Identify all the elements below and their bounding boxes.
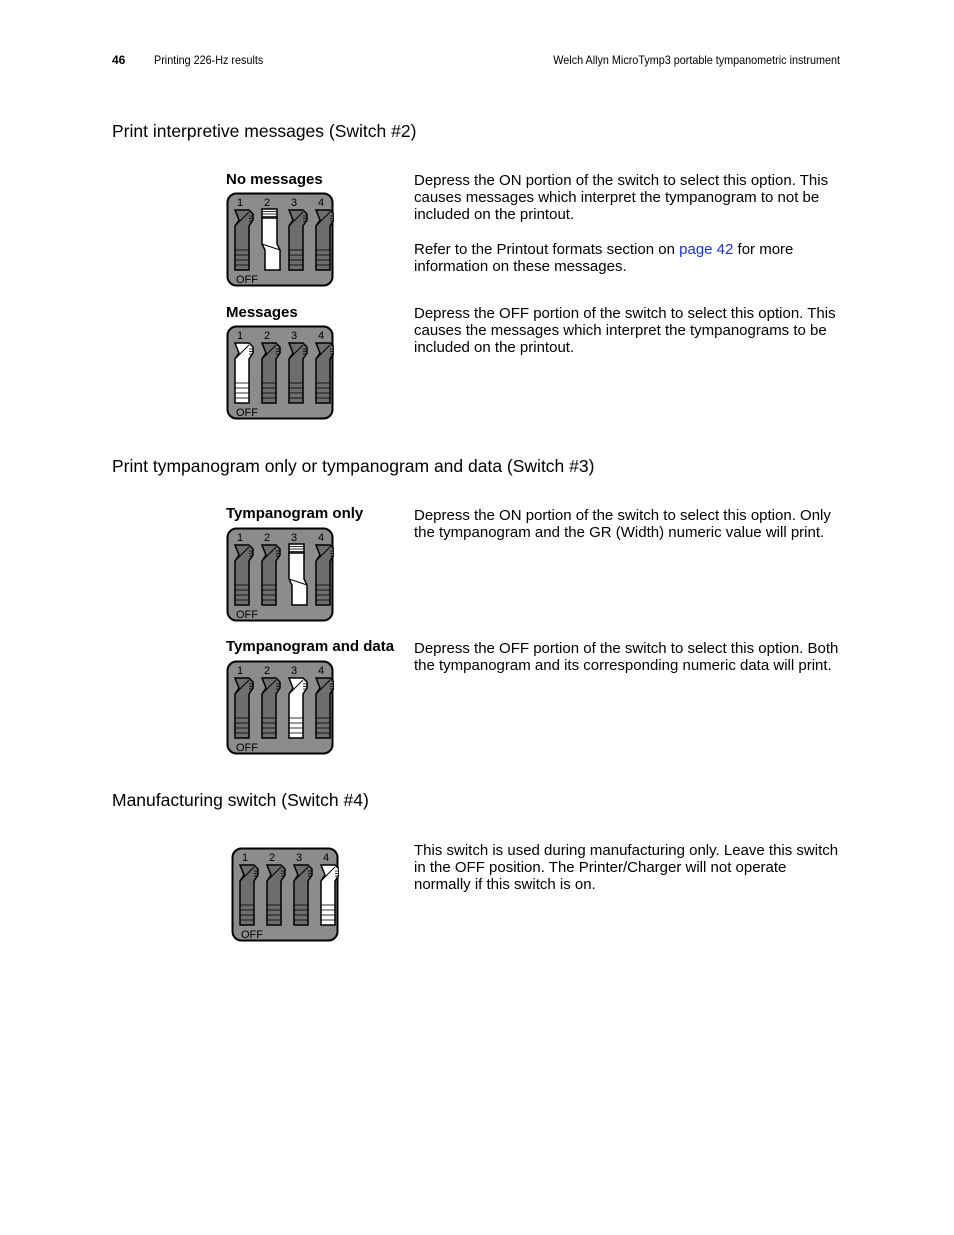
switch-number-label: 4	[323, 852, 330, 864]
option-description-messages	[414, 305, 839, 357]
off-label: OFF	[236, 407, 258, 419]
dip-switch-diagram	[226, 527, 334, 622]
option-label-no-messages: No messages	[226, 171, 323, 188]
option-description-tympanogram-only	[414, 507, 839, 541]
switch-number-label: 4	[318, 665, 325, 677]
off-label: OFF	[236, 274, 258, 286]
switch-number-label: 2	[264, 330, 271, 342]
switch-number-label: 3	[291, 197, 298, 209]
switch-number-label: 4	[318, 197, 325, 209]
running-header-title: Welch Allyn MicroTymp3 portable tympanometric instrument	[553, 53, 840, 67]
switch-lever	[262, 209, 280, 270]
option-label-tympanogram-only: Tympanogram only	[226, 505, 364, 522]
dip-switch-diagram	[226, 660, 334, 755]
switch-number-label: 1	[237, 330, 244, 342]
description-paragraph: Depress the OFF portion of the switch to select this option. Both the tympanogram and its corresponding numeric data will print.	[414, 640, 839, 675]
switch-number-label: 2	[264, 197, 271, 209]
switch-body	[289, 553, 307, 605]
switch-number-label: 4	[318, 532, 325, 544]
switch-number-label: 4	[318, 330, 325, 342]
switch-number-label: 1	[237, 197, 244, 209]
switch-number-label: 3	[291, 532, 298, 544]
description-paragraph: Depress the ON portion of the switch to select this option. This causes messages which interpret the tympanogram to not be included on the printout.	[414, 172, 829, 224]
section-heading-switch-4: Manufacturing switch (Switch #4)	[112, 790, 369, 810]
switch-number-label: 2	[269, 852, 276, 864]
off-label: OFF	[241, 929, 263, 941]
description-paragraph: Depress the ON portion of the switch to select this option. Only the tympanogram and the GR (Width) numeric value will print.	[414, 507, 831, 542]
option-label-messages: Messages	[226, 304, 298, 321]
description-text: Refer to the Printout formats section on	[414, 240, 680, 258]
switch-number-label: 3	[296, 852, 303, 864]
section-heading-switch-2: Print interpretive messages (Switch #2)	[112, 121, 417, 141]
switch-number-label: 2	[264, 665, 271, 677]
option-label-tympanogram-and-data: Tympanogram and data	[226, 638, 395, 655]
off-label: OFF	[236, 609, 258, 621]
switch-number-label: 1	[242, 852, 249, 864]
option-description-manufacturing	[414, 842, 839, 894]
dip-switch-diagram	[231, 847, 339, 942]
switch-number-label: 1	[237, 532, 244, 544]
running-header-section: Printing 226-Hz results	[154, 53, 264, 67]
dip-switch-diagram	[226, 325, 334, 420]
switch-number-label: 2	[264, 532, 271, 544]
switch-number-label: 3	[291, 330, 298, 342]
switch-number-label: 1	[237, 665, 244, 677]
page-42-link[interactable]: page 42	[679, 240, 734, 258]
description-text: for more information on these messages.	[414, 240, 794, 275]
option-description-tympanogram-and-data	[414, 640, 839, 674]
page-number: 46	[112, 53, 126, 67]
switch-number-label: 3	[291, 665, 298, 677]
option-description-no-messages	[414, 172, 839, 275]
description-paragraph: This switch is used during manufacturing only. Leave this switch in the OFF position. The Printer/Charger will not operate normally if this switch is on.	[414, 842, 839, 894]
off-label: OFF	[236, 742, 258, 754]
section-heading-switch-3: Print tympanogram only or tympanogram and data (Switch #3)	[112, 456, 595, 476]
description-paragraph: Depress the OFF portion of the switch to select this option. This causes the messages which interpret the tympanograms to be included on the printout.	[414, 305, 836, 357]
switch-body	[262, 218, 280, 270]
dip-switch-diagram	[226, 192, 334, 287]
switch-lever	[289, 544, 307, 605]
description-paragraph	[414, 241, 839, 275]
